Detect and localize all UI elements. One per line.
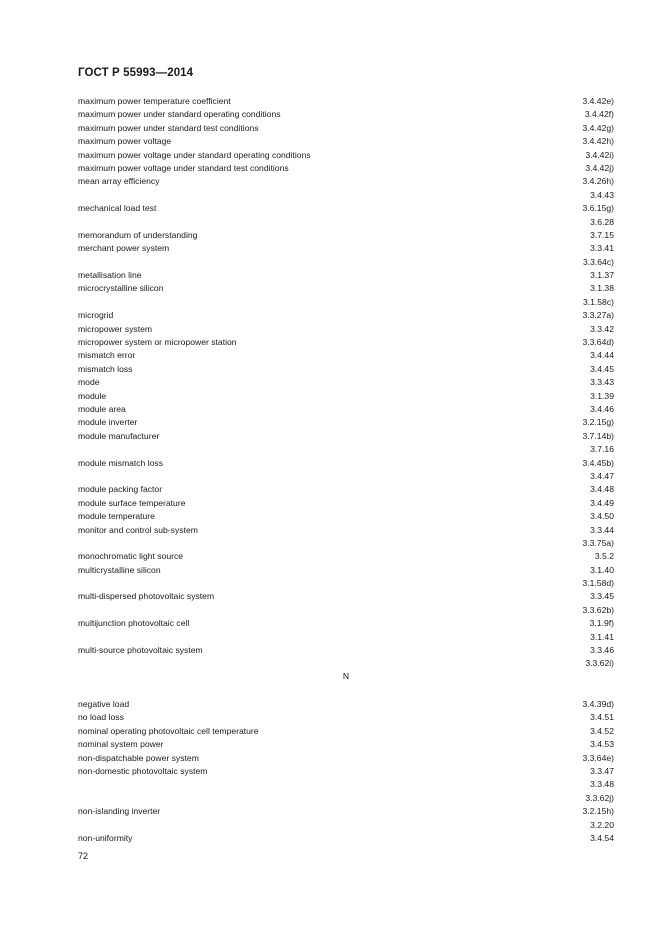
index-term: non-domestic photovoltaic system xyxy=(78,765,208,776)
index-reference: 3.2.15g) xyxy=(582,417,614,428)
index-reference: 3.3.43 xyxy=(590,377,614,388)
index-term: nominal system power xyxy=(78,739,164,750)
index-term: monochromatic light source xyxy=(78,551,184,562)
index-reference: 3.3.64d) xyxy=(582,337,614,348)
index-entry xyxy=(78,309,614,322)
index-term: maximum power voltage under standard operating conditions xyxy=(78,149,311,160)
index-term: mode xyxy=(78,377,100,388)
index-reference: 3.4.44 xyxy=(590,350,614,361)
index-reference: 3.4.47 xyxy=(590,470,614,481)
index-term: maximum power under standard test conditions xyxy=(78,122,259,133)
index-term: memorandum of understanding xyxy=(78,229,198,240)
index-reference: 3.6.15g) xyxy=(582,203,614,214)
index-entry xyxy=(78,229,614,242)
index-term: micropower system or micropower station xyxy=(78,337,237,348)
index-entry xyxy=(78,269,614,282)
index-term: mechanical load test xyxy=(78,203,157,214)
index-term: module area xyxy=(78,403,126,414)
index-reference: 3.3.48 xyxy=(590,779,614,790)
index-term: module temperature xyxy=(78,511,155,522)
index-term: maximum power voltage under standard test conditions xyxy=(78,162,289,173)
index-entry xyxy=(78,108,614,121)
index-reference: 3.4.49 xyxy=(590,497,614,508)
index-term: module manufacturer xyxy=(78,430,160,441)
index-entry xyxy=(78,631,614,644)
index-reference: 3.4.39d) xyxy=(582,699,614,709)
index-term: module surface temperature xyxy=(78,497,186,508)
index-reference: 3.4.53 xyxy=(590,739,614,750)
index-reference: 3.1.58c) xyxy=(582,296,614,307)
index-entry xyxy=(78,832,614,845)
index-entry xyxy=(78,792,614,805)
index-entry xyxy=(78,657,614,670)
index-reference: 3.1.37 xyxy=(590,270,614,281)
index-reference: 3.4.42g) xyxy=(582,122,614,133)
index-entry xyxy=(78,296,614,309)
index-entry xyxy=(78,430,614,443)
index-reference: 3.1.39 xyxy=(590,390,614,401)
index-term: monitor and control sub-system xyxy=(78,524,198,535)
document-header: ГОСТ Р 55993—2014 xyxy=(78,67,194,79)
page-number: 72 xyxy=(78,851,89,861)
index-reference: 3.4.45b) xyxy=(582,457,614,468)
index-entry xyxy=(78,524,614,537)
index-reference: 3.3.47 xyxy=(590,765,614,776)
index-entry xyxy=(78,819,614,832)
index-term: non-islanding inverter xyxy=(78,806,161,817)
index-reference: 3.4.42f) xyxy=(584,109,614,120)
index-reference: 3.3.62j) xyxy=(585,792,614,803)
index-reference: 3.1.41 xyxy=(590,631,614,642)
index-entry xyxy=(78,162,614,175)
index-entry xyxy=(78,550,614,563)
index-entry xyxy=(78,497,614,510)
index-reference: 3.4.54 xyxy=(590,832,614,843)
index-entry xyxy=(78,336,614,349)
index-reference: 3.3.44 xyxy=(590,524,614,535)
index-reference: 3.4.42h) xyxy=(582,136,614,147)
index-entry xyxy=(78,604,614,617)
index-entry xyxy=(78,363,614,376)
index-reference: 3.4.48 xyxy=(590,484,614,495)
index-entry xyxy=(78,778,614,791)
index-term: nominal operating photovoltaic cell temperature xyxy=(78,725,259,736)
index-entry xyxy=(78,457,614,470)
index-reference: 3.4.42i) xyxy=(585,149,614,160)
index-entry xyxy=(78,577,614,590)
index-reference: 3.1.58d) xyxy=(582,578,614,589)
index-reference: 3.7.14b) xyxy=(582,430,614,441)
index-term: microcrystalline silicon xyxy=(78,283,164,294)
index-entry xyxy=(78,765,614,778)
index-entry xyxy=(78,122,614,135)
index-reference: 3.3.64c) xyxy=(582,256,614,267)
index-entry xyxy=(78,416,614,429)
index-term: mismatch loss xyxy=(78,363,133,374)
index-entry xyxy=(78,349,614,362)
index-entry xyxy=(78,282,614,295)
index-entry xyxy=(78,323,614,336)
index-term: microgrid xyxy=(78,310,114,321)
index-entry xyxy=(78,590,614,603)
index-reference: 3.7.15 xyxy=(590,229,614,240)
index-term: maximum power under standard operating conditions xyxy=(78,109,281,120)
index-reference: 3.3.62b) xyxy=(582,604,614,615)
index-entry xyxy=(78,483,614,496)
index-entry xyxy=(78,256,614,269)
index-reference: 3.6.28 xyxy=(590,216,614,227)
index-reference: 3.4.45 xyxy=(590,363,614,374)
index-term: multijunction photovoltaic cell xyxy=(78,618,190,629)
index-reference: 3.3.75a) xyxy=(582,537,614,548)
index-reference: 3.4.51 xyxy=(590,712,614,723)
section-letter-n: N xyxy=(342,671,350,681)
index-reference: 3.2.15h) xyxy=(582,806,614,817)
index-term: module xyxy=(78,390,107,401)
index-entry xyxy=(78,725,614,738)
index-reference: 3.3.64e) xyxy=(582,752,614,763)
index-entry xyxy=(78,537,614,550)
index-entry xyxy=(78,470,614,483)
index-reference: 3.4.42j) xyxy=(585,162,614,173)
index-entry xyxy=(78,617,614,630)
index-list-m xyxy=(78,95,614,671)
index-term: non-uniformity xyxy=(78,832,133,843)
index-entry xyxy=(78,443,614,456)
index-term: multicrystalline silicon xyxy=(78,564,161,575)
index-entry xyxy=(78,564,614,577)
index-term: module inverter xyxy=(78,417,138,428)
index-entry xyxy=(78,403,614,416)
index-term: maximum power voltage xyxy=(78,136,172,147)
index-reference: 3.3.62i) xyxy=(585,658,614,669)
index-term: maximum power temperature coefficient xyxy=(78,96,231,106)
index-reference: 3.2.20 xyxy=(590,819,614,830)
index-reference: 3.4.42e) xyxy=(582,96,614,106)
index-entry xyxy=(78,711,614,724)
index-entry xyxy=(78,752,614,765)
index-entry xyxy=(78,805,614,818)
index-reference: 3.4.43 xyxy=(590,189,614,200)
index-reference: 3.3.41 xyxy=(590,243,614,254)
index-term: no load loss xyxy=(78,712,124,723)
index-entry xyxy=(78,149,614,162)
index-entry xyxy=(78,135,614,148)
index-reference: 3.4.52 xyxy=(590,725,614,736)
index-entry xyxy=(78,189,614,202)
index-term: multi-dispersed photovoltaic system xyxy=(78,591,215,602)
index-reference: 3.3.45 xyxy=(590,591,614,602)
index-reference: 3.1.9f) xyxy=(589,618,614,629)
index-term: mismatch error xyxy=(78,350,136,361)
index-term: multi-source photovoltaic system xyxy=(78,645,203,656)
index-term: module mismatch loss xyxy=(78,457,164,468)
index-term: merchant power system xyxy=(78,243,170,254)
index-reference: 3.3.42 xyxy=(590,323,614,334)
index-reference: 3.5.2 xyxy=(594,551,614,562)
index-reference: 3.4.26h) xyxy=(582,176,614,187)
index-term: mean array efficiency xyxy=(78,176,160,187)
index-term: non-dispatchable power system xyxy=(78,752,199,763)
index-entry xyxy=(78,698,614,711)
index-entry xyxy=(78,175,614,188)
index-entry xyxy=(78,216,614,229)
index-list-n xyxy=(78,698,614,845)
index-term: negative load xyxy=(78,699,130,709)
index-term: metallisation line xyxy=(78,270,142,281)
index-term: micropower system xyxy=(78,323,153,334)
index-reference: 3.4.50 xyxy=(590,511,614,522)
index-entry xyxy=(78,95,614,108)
index-reference: 3.3.46 xyxy=(590,645,614,656)
index-reference: 3.3.27a) xyxy=(582,310,614,321)
index-entry xyxy=(78,644,614,657)
index-entry xyxy=(78,510,614,523)
index-reference: 3.7.16 xyxy=(590,444,614,455)
index-entry xyxy=(78,242,614,255)
index-entry xyxy=(78,390,614,403)
index-term: module packing factor xyxy=(78,484,163,495)
index-reference: 3.1.38 xyxy=(590,283,614,294)
index-reference: 3.4.46 xyxy=(590,403,614,414)
index-entry xyxy=(78,738,614,751)
index-reference: 3.1.40 xyxy=(590,564,614,575)
index-entry xyxy=(78,376,614,389)
index-entry xyxy=(78,202,614,215)
